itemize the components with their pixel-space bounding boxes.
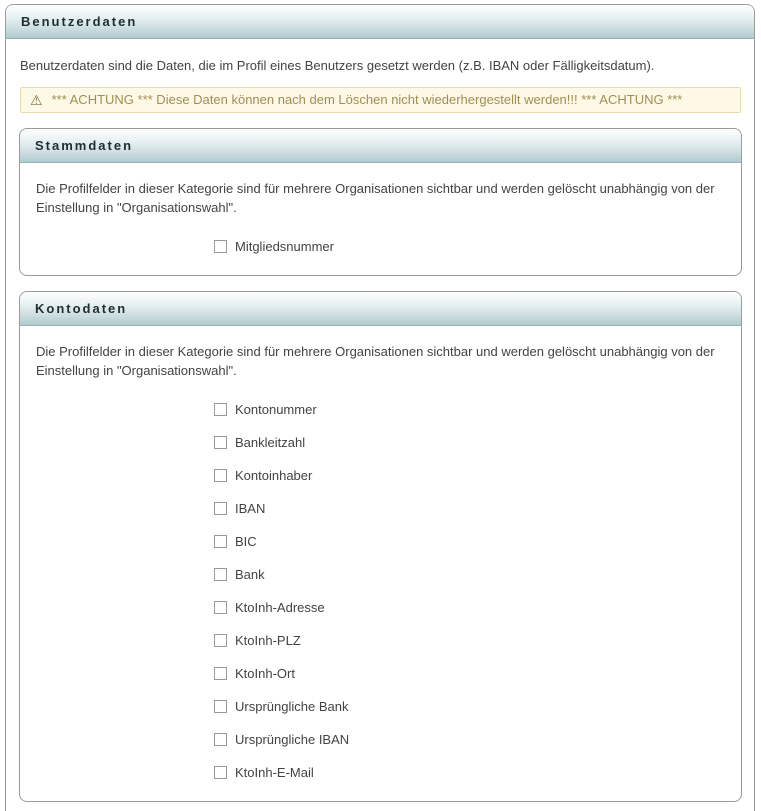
checkbox-row: [214, 534, 726, 549]
checkbox[interactable]: [214, 535, 227, 548]
checkbox-list: [35, 239, 726, 254]
checkbox-list: [35, 402, 726, 780]
checkbox-row: [214, 435, 726, 450]
section-title: Stammdaten: [20, 129, 741, 163]
section-body: [20, 163, 741, 275]
checkbox-label[interactable]: Mitgliedsnummer: [235, 239, 334, 254]
checkbox[interactable]: [214, 403, 227, 416]
checkbox-row: [214, 402, 726, 417]
section-body: [20, 326, 741, 801]
checkbox-label[interactable]: Ursprüngliche Bank: [235, 699, 349, 714]
checkbox[interactable]: [214, 568, 227, 581]
checkbox-row: [214, 699, 726, 714]
checkbox[interactable]: [214, 436, 227, 449]
checkbox[interactable]: [214, 733, 227, 746]
checkbox-label[interactable]: Bankleitzahl: [235, 435, 306, 450]
warning-banner: [20, 87, 741, 113]
checkbox-row: [214, 600, 726, 615]
checkbox[interactable]: [214, 240, 227, 253]
page-description: Benutzerdaten sind die Daten, die im Profil eines Benutzers gesetzt werden (z.B. IBAN oder Fälligkeitsdatum).: [20, 58, 655, 73]
checkbox-label[interactable]: Bank: [235, 567, 265, 582]
checkbox[interactable]: [214, 667, 227, 680]
page-title: Benutzerdaten: [6, 5, 754, 39]
checkbox-row: [214, 666, 726, 681]
checkbox[interactable]: [214, 502, 227, 515]
benutzerdaten-panel: [5, 4, 755, 811]
checkbox-label[interactable]: Ursprüngliche IBAN: [235, 732, 350, 747]
section-description: Die Profilfelder in dieser Kategorie sind für mehrere Organisationen sichtbar und werden gelöscht unabhängig von der Einstellung in "Organisationswahl".: [36, 181, 715, 215]
checkbox-label[interactable]: Kontonummer: [235, 402, 317, 417]
checkbox-label[interactable]: IBAN: [235, 501, 266, 516]
checkbox[interactable]: [214, 469, 227, 482]
sections-container: [19, 128, 742, 802]
checkbox-label[interactable]: BIC: [235, 534, 257, 549]
warning-text: *** ACHTUNG *** Diese Daten können nach dem Löschen nicht wiederhergestellt werden!!! *** ACHTUNG ***: [51, 92, 683, 107]
checkbox-row: [214, 732, 726, 747]
checkbox[interactable]: [214, 634, 227, 647]
checkbox-label[interactable]: KtoInh-Ort: [235, 666, 295, 681]
checkbox-row: [214, 501, 726, 516]
checkbox[interactable]: [214, 601, 227, 614]
checkbox-row: [214, 239, 726, 254]
checkbox-row: [214, 633, 726, 648]
checkbox-label[interactable]: KtoInh-PLZ: [235, 633, 301, 648]
checkbox-row: [214, 765, 726, 780]
warning-triangle-icon: [30, 92, 43, 108]
checkbox-row: [214, 567, 726, 582]
checkbox-row: [214, 468, 726, 483]
section-panel: [19, 128, 742, 276]
section-title: Kontodaten: [20, 292, 741, 326]
benutzerdaten-content: [6, 39, 754, 811]
checkbox-label[interactable]: KtoInh-E-Mail: [235, 765, 314, 780]
checkbox[interactable]: [214, 700, 227, 713]
checkbox-label[interactable]: Kontoinhaber: [235, 468, 313, 483]
checkbox-label[interactable]: KtoInh-Adresse: [235, 600, 325, 615]
checkbox[interactable]: [214, 766, 227, 779]
section-description: Die Profilfelder in dieser Kategorie sind für mehrere Organisationen sichtbar und werden gelöscht unabhängig von der Einstellung in "Organisationswahl".: [36, 344, 715, 378]
section-panel: [19, 291, 742, 802]
